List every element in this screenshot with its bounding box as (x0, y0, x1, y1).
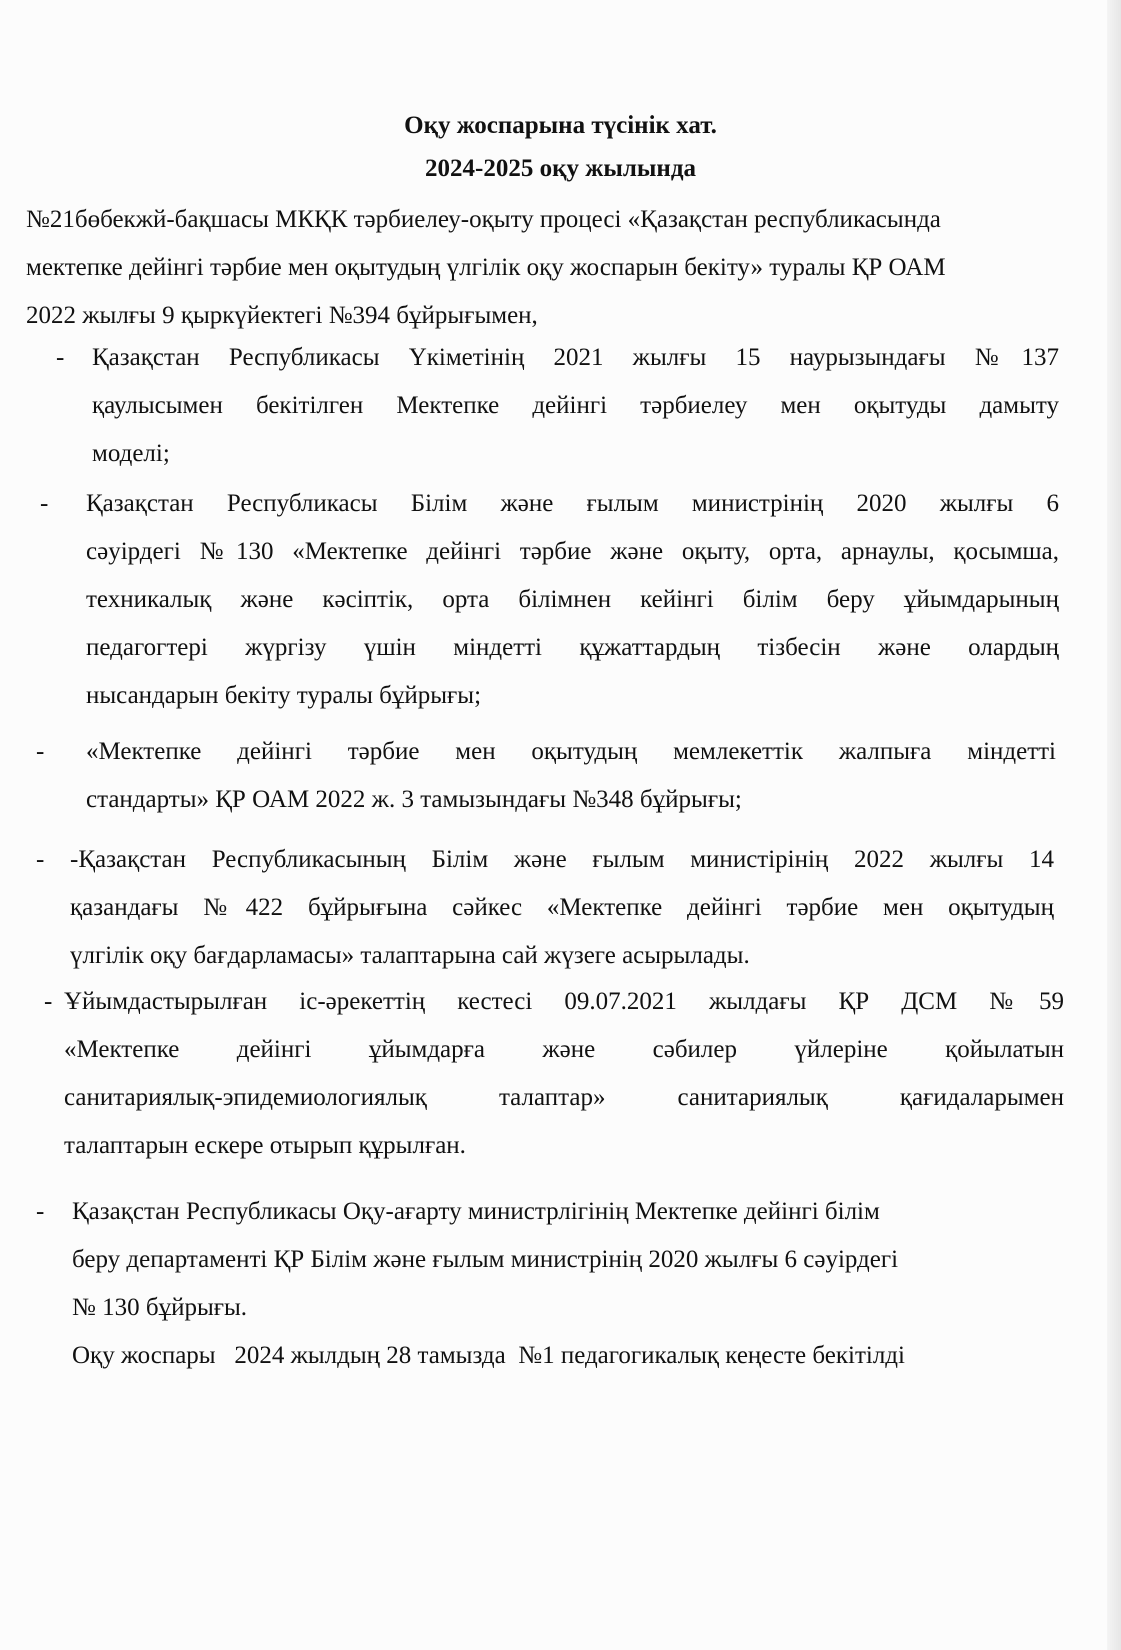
page-edge-shadow (1107, 0, 1121, 1650)
list-item-line: нысандарын бекіту туралы бұйрығы; (86, 682, 482, 709)
list-item (56, 334, 1066, 484)
list-item-line: -Қазақстан Республикасының Білім және ғылым министірінің 2022 жылғы 14 (70, 846, 1054, 873)
list-dash: - (44, 988, 53, 1015)
list-item-line: моделі; (92, 440, 170, 467)
list-item-line: «Мектепке дейінгі ұйымдарға және сәбилер үйлеріне қойылатын (64, 1036, 1064, 1063)
intro-line: №21бөбекжй-бақшасы МКҚК тәрбиелеу-оқыту процесі «Қазақстан республикасында (26, 206, 941, 233)
intro-paragraph (26, 196, 1061, 340)
list-item-text (86, 480, 1059, 720)
list-item (36, 728, 1066, 828)
intro-line: мектепке дейінгі тәрбие мен оқытудың үлгілік оқу жоспарын бекіту» туралы ҚР ОАМ (26, 254, 946, 281)
list-item-line: техникалық және кәсіптік, орта білімнен кейінгі білім беру ұйымдарының (86, 586, 1059, 613)
list-item-line: Қазақстан Республикасы Білім және ғылым министрінің 2020 жылғы 6 (86, 490, 1059, 517)
list-item-line: педагогтері жүргізу үшін міндетті құжаттардың тізбесін және олардың (86, 634, 1059, 661)
document-subtitle: 2024-2025 оқу жылында (425, 155, 696, 182)
list-item-line: Ұйымдастырылған іс-әрекеттің кестесі 09.07.2021 жылдағы ҚР ДСМ №59 (64, 988, 1064, 1015)
list-item-line: қазандағы №422 бұйрығына сәйкес «Мектепке дейінгі тәрбие мен оқытудың (70, 894, 1054, 921)
list-item (36, 836, 1066, 986)
list-item (36, 1188, 1066, 1338)
list-item-line: Қазақстан Республикасы Оқу-ағарту министрлігінің Мектепке дейінгі білім (72, 1198, 880, 1225)
list-item-line: № 130 бұйрығы. (72, 1294, 248, 1321)
list-dash: - (40, 490, 49, 517)
list-dash: - (36, 846, 45, 873)
list-item-text (92, 334, 1059, 478)
list-item-line: Қазақстан Республикасы Үкіметінің 2021 жылғы 15 наурызындағы №137 (92, 344, 1059, 371)
list-item-line: санитариялық-эпидемиологиялық талаптар» санитариялық қағидаларымен (64, 1084, 1064, 1111)
list-item (40, 480, 1065, 720)
list-item-line: стандарты» ҚР ОАМ 2022 ж. 3 тамызындағы №348 бұйрығы; (86, 786, 742, 813)
intro-line: 2022 жылғы 9 қыркүйектегі №394 бұйрығымен, (26, 302, 538, 329)
list-item-line: сәуірдегі №130 «Мектепке дейінгі тәрбие және оқыту, орта, арнаулы, қосымша, (86, 538, 1059, 565)
list-item-text (72, 1188, 1062, 1332)
list-dash: - (56, 344, 65, 371)
list-item-line: қаулысымен бекітілген Мектепке дейінгі тәрбиелеу мен оқытуды дамыту (92, 392, 1059, 419)
document-title: Оқу жоспарына түсінік хат. (404, 112, 717, 139)
list-item-line: үлгілік оқу бағдарламасы» талаптарына сай жүзеге асырылады. (70, 942, 750, 969)
list-item-line: «Мектепке дейінгі тәрбие мен оқытудың мемлекеттік жалпыға міндетті (86, 738, 1056, 765)
list-item (44, 978, 1066, 1178)
closing-statement: Оқу жоспары 2024 жылдың 28 тамызда №1 педагогикалық кеңесте бекітілді (72, 1342, 905, 1369)
list-dash: - (36, 1198, 45, 1225)
list-item-text (64, 978, 1064, 1170)
list-item-text (70, 836, 1054, 980)
list-dash: - (36, 738, 45, 765)
list-item-line: беру департаменті ҚР Білім және ғылым министрінің 2020 жылғы 6 сәуірдегі (72, 1246, 899, 1273)
list-item-line: талаптарын ескере отырып құрылған. (64, 1132, 466, 1159)
list-item-text (86, 728, 1056, 824)
